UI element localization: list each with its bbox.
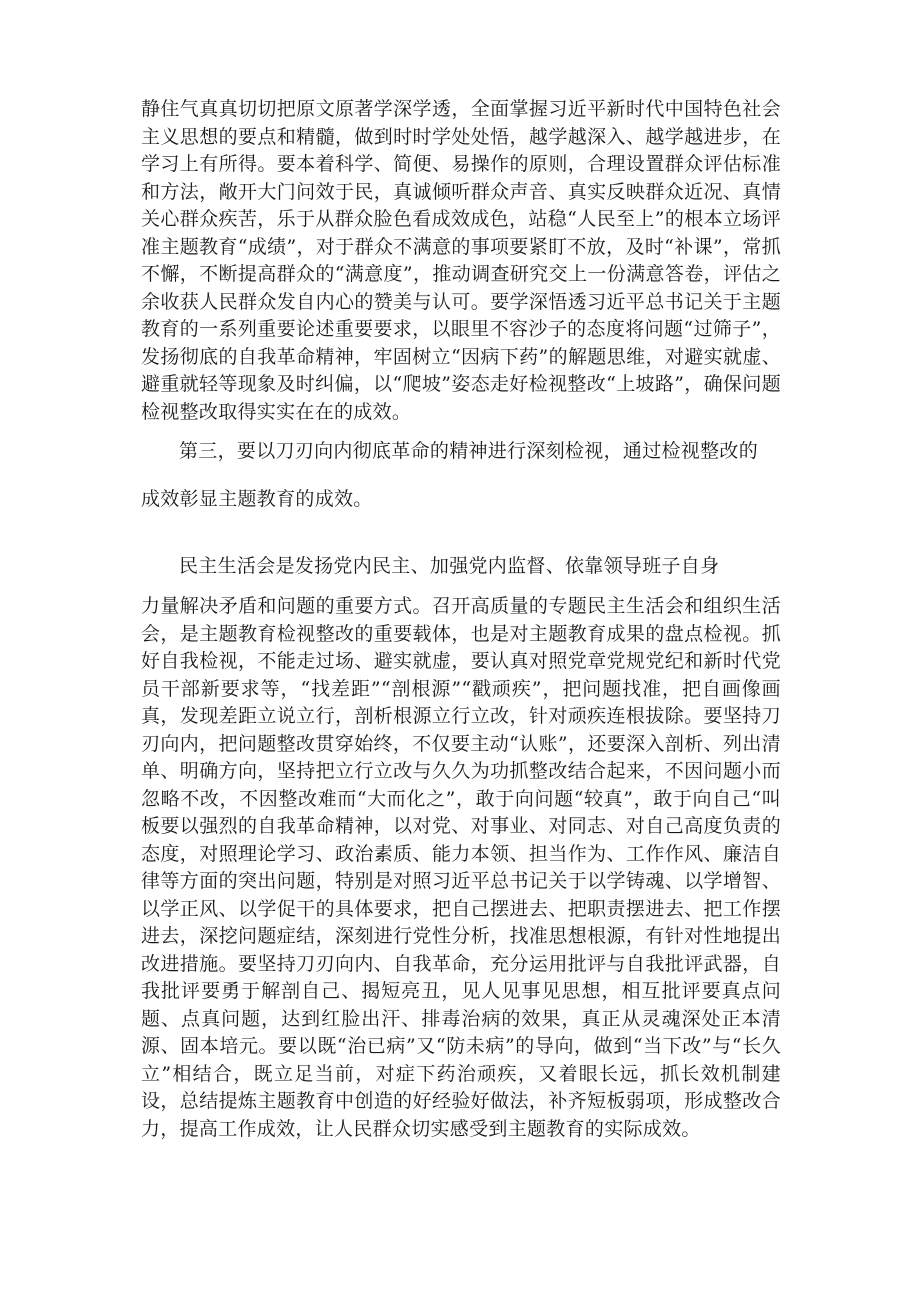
section-heading-line-2: 成效彰显主题教育的成效。	[141, 488, 373, 510]
paragraph-continuation: 静住气真真切切把原文原著学深学透，全面掌握习近平新时代中国特色社会主义思想的要点和精髓，做到时时学处处悟，越学越深入、越学越进步，在学习上有所得。要本着科学、简便、易操作的原则，合理设置群众评估标准和方法，敞开大门问效于民，真诚倾听群众声音、真实反映群众近况、真情关心群众疾苦，乐于从群众脸色看成效成色，站稳“人民至上”的根本立场评准主题教育“成绩”，对于群众不满意的事项要紧盯不放，及时“补课”，常抓不懈，不断提高群众的“满意度”，推动调查研究交上一份满意答卷，评估之余收获人民群众发自内心的赞美与认可。要学深悟透习近平总书记关于主题教育的一系列重要论述重要要求，以眼里不容沙子的态度将问题“过筛子”，发扬彻底的自我革命精神，牢固树立“因病下药”的解题思维，对避实就虚、避重就轻等现象及时纠偏，以“爬坡”姿态走好检视整改“上坡路”，确保问题检视整改取得实实在在的成效。	[141, 98, 781, 423]
paragraph-opening-line: 民主生活会是发扬党内民主、加强党内监督、依靠领导班子自身	[179, 555, 720, 577]
paragraph-body: 力量解决矛盾和问题的重要方式。召开高质量的专题民主生活会和组织生活会，是主题教育检视整改的重要载体，也是对主题教育成果的盘点检视。抓好自我检视，不能走过场、避实就虚，要认真对照党章党规党纪和新时代党员干部新要求等，“找差距”“剖根源”“戳顽疾”，把问题找准，把自画像画真，发现差距立说立行，剖析根源立行立改，针对顽疾连根拔除。要坚持刀刃向内，把问题整改贯穿始终，不仅要主动“认账”，还要深入剖析、列出清单、明确方向，坚持把立行立改与久久为功抓整改结合起来，不因问题小而忽略不改，不因整改难而“大而化之”，敢于向问题“较真”，敢于向自己“叫板要以强烈的自我革命精神，以对党、对事业、对同志、对自己高度负责的态度，对照理论学习、政治素质、能力本领、担当作为、工作作风、廉洁自律等方面的突出问题，特别是对照习近平总书记关于以学铸魂、以学增智、以学正风、以学促干的具体要求，把自己摆进去、把职责摆进去、把工作摆进去，深挖问题症结，深刻进行党性分析，找准思想根源，有针对性地提出改进措施。要坚持刀刃向内、自我革命，充分运用批评与自我批评武器，自我批评要勇于解剖自己、揭短亮丑，见人见事见思想，相互批评要真点问题、点真问题，达到红脸出汗、排毒治病的效果，真正从灵魂深处正本清源、固本培元。要以既“治已病”又“防未病”的导向，做到“当下改”与“长久立”相结合，既立足当前，对症下药治顽疾，又着眼长远，抓长效机制建设，总结提炼主题教育中创造的好经验好做法，补齐短板弱项，形成整改合力，提高工作成效，让人民群众切实感受到主题教育的实际成效。	[141, 595, 781, 1140]
section-heading-line-1: 第三，要以刀刃向内彻底革命的精神进行深刻检视，通过检视整改的	[179, 440, 759, 462]
